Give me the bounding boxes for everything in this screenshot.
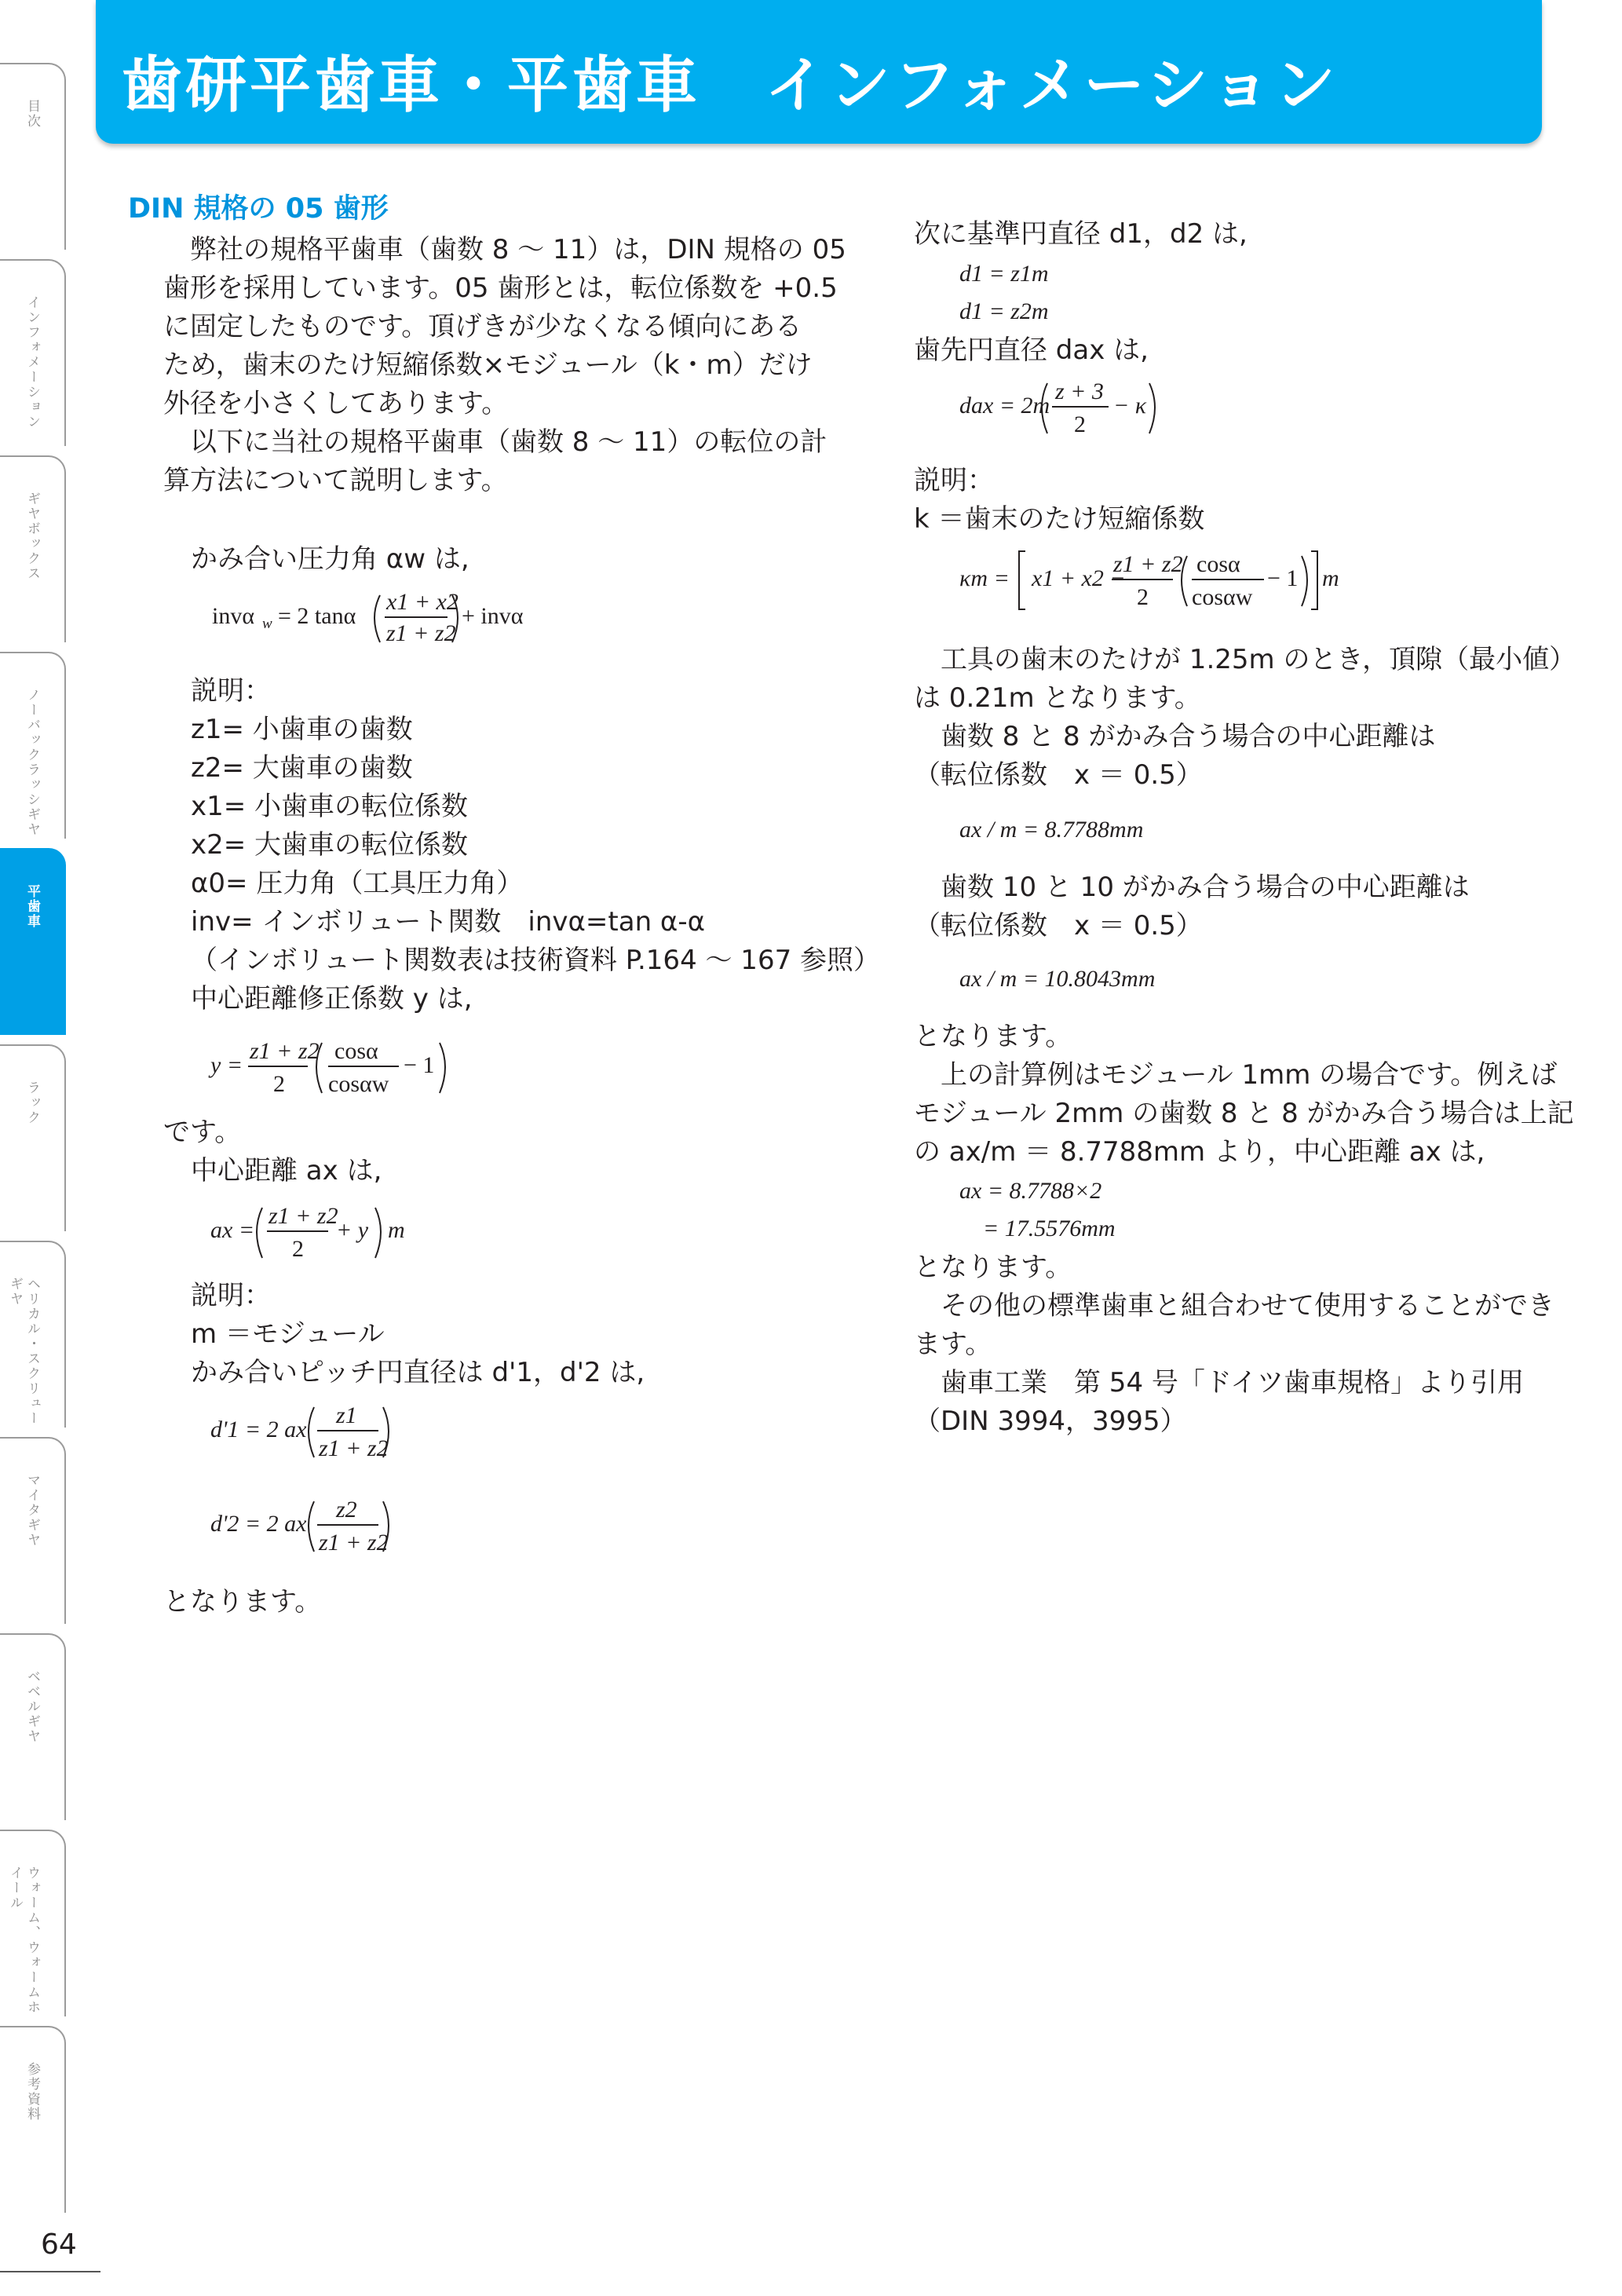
intro-line: 歯形を採用しています。05 歯形とは，転位係数を +0.5 [163, 272, 838, 304]
para2-line: 歯数 10 と 10 がかみ合う場合の中心距離は [914, 872, 1470, 903]
equation-pressure-angle [212, 579, 542, 658]
para3-line: となります。 [914, 1021, 1072, 1052]
eq-k-paren-right [1302, 556, 1307, 606]
eq-k-inner-den: cosαw [1192, 584, 1253, 610]
eq4-num: z1 [336, 1402, 357, 1428]
ref-eq-1: d1 = z1m [959, 261, 1049, 287]
eq-ax-8: ax / m = 8.7788mm [959, 817, 1144, 843]
side-tab-rack[interactable] [0, 1044, 66, 1231]
eq5-lhs: d'2 = 2 ax [210, 1511, 307, 1537]
para3-line: 上の計算例はモジュール 1mm の場合です。例えば [914, 1059, 1558, 1091]
intro-line: に固定したものです。頂げきが少なくなる傾向にある [163, 311, 802, 342]
para1-line: 工具の歯末のたけが 1.25m のとき，頂隙（最小値） [914, 644, 1576, 675]
para4-line: となります。 [914, 1252, 1072, 1283]
side-tab-reference[interactable] [0, 2026, 66, 2213]
eq1-lhs: invα [212, 603, 255, 629]
para4-line: その他の標準歯車と組合わせて使用することができ [914, 1290, 1554, 1322]
eq3-paren-left [257, 1208, 262, 1258]
center-distance-label: 中心距離 ax は, [191, 1155, 382, 1186]
side-tab-label: ウォーム、ウォームホイール [7, 1866, 40, 2015]
eq-tip-den: 2 [1074, 411, 1086, 437]
para1-line: は 0.21m となります。 [914, 682, 1201, 714]
para1-line: 歯数 8 と 8 がかみ合う場合の中心距離は [914, 721, 1436, 752]
equation-pitch-d1 [210, 1393, 415, 1472]
pitch-label: かみ合いピッチ円直径は d'1，d'2 は, [191, 1357, 645, 1388]
intro-line: 弊社の規格平歯車（歯数 8 ～ 11）は，DIN 規格の 05 [163, 234, 846, 265]
equation-y [210, 1029, 462, 1107]
equation-pitch-d2 [210, 1487, 415, 1566]
side-tab-no-backlash[interactable] [0, 652, 66, 839]
explain-item: z2= 大歯車の歯数 [191, 752, 413, 784]
para4-line: 歯車工業 第 54 号「ドイツ歯車規格」より引用 [914, 1367, 1525, 1398]
desu-text: です。 [163, 1117, 242, 1148]
eq1-mid: = 2 tanα [278, 603, 356, 629]
eq-tip-lhs: dax = 2m [959, 393, 1050, 419]
eq1-num: x1 + x2 [386, 589, 458, 615]
eq3-paren-right [375, 1208, 381, 1258]
eq4-paren-left [309, 1407, 314, 1457]
eq1-paren-left [374, 595, 380, 642]
eq3-tail: m [388, 1217, 405, 1243]
explain-item: （インボリュート関数表は技術資料 P.164 ～ 167 参照） [191, 945, 881, 976]
side-tab-label: ノーバックラッシギヤ [24, 688, 40, 837]
eq3-lhs: ax = [210, 1217, 255, 1243]
para3-line: モジュール 2mm の歯数 8 と 8 がかみ合う場合は上記 [914, 1098, 1574, 1129]
explain-label: 説明： [191, 675, 271, 707]
explain-item: x1= 小歯車の転位係数 [191, 791, 469, 822]
para3-line: の ax/m ＝ 8.7788mm より，中心距離 ax は, [914, 1136, 1485, 1168]
eq5-num: z2 [336, 1497, 357, 1523]
intro-line: 外径を小さくしてあります。 [163, 388, 509, 419]
eq5-paren-left [309, 1501, 314, 1552]
page-title: 歯研平歯車・平歯車 インフォメーション [121, 50, 1339, 121]
para4-line: （DIN 3994，3995） [914, 1406, 1187, 1437]
eq-tip-tail: − κ [1113, 393, 1147, 419]
pressure-angle-label: かみ合い圧力角 αw は, [191, 543, 469, 575]
eq4-den: z1 + z2 [319, 1435, 389, 1461]
para1-line: （転位係数 x ＝ 0.5） [914, 759, 1203, 791]
header-band [96, 0, 1542, 144]
eq-k-inner-num: cosα [1196, 551, 1240, 577]
equation-tip-diameter [959, 369, 1164, 448]
side-tab-label: 平歯車 [24, 884, 40, 929]
eq-tip-paren-right [1149, 383, 1155, 433]
page-number: 64 [41, 2228, 77, 2261]
equation-center-distance [210, 1194, 446, 1272]
eq-k-m: m [1322, 565, 1339, 591]
eq5-den: z1 + z2 [319, 1530, 389, 1556]
m-label: m ＝モジュール [191, 1318, 385, 1350]
eq-k-den: 2 [1137, 584, 1149, 610]
eq1-lhs-sub: w [262, 616, 272, 632]
eq-k-tail: − 1 [1267, 565, 1299, 591]
explain-item: inv= インボリュート関数 invα=tan α-α [191, 906, 706, 938]
eq-example-1: ax = 8.7788×2 [959, 1178, 1102, 1204]
intro-line: 以下に当社の規格平歯車（歯数 8 ～ 11）の転位の計 [163, 426, 827, 458]
eq2-num: z1 + z2 [250, 1038, 320, 1064]
side-tab-helical[interactable] [0, 1241, 66, 1428]
closing-text: となります。 [163, 1586, 322, 1618]
side-tab-gearbox[interactable] [0, 455, 66, 642]
side-tab-spur-gear[interactable] [0, 848, 66, 1035]
eq2-inner-num: cosα [334, 1038, 378, 1064]
eq-k-lhs: κm = [959, 565, 1010, 591]
explain-item: x2= 大歯車の転位係数 [191, 829, 469, 861]
side-tab-label: インフォメーション [24, 295, 40, 430]
explain-item: α0= 圧力角（工具圧力角） [191, 868, 524, 899]
intro-line: 算方法について説明します。 [163, 465, 508, 496]
eq1-tail: + invα [462, 603, 524, 629]
tip-diameter-label: 歯先円直径 dax は, [914, 335, 1149, 366]
equation-k [959, 542, 1352, 620]
explain2-label: 説明： [191, 1280, 271, 1311]
eq3-mid: + y [336, 1217, 369, 1243]
eq2-lhs: y = [210, 1052, 243, 1078]
intro-line: ため，歯末のたけ短縮係数×モジュール（k・m）だけ [163, 349, 813, 381]
explain-item: z1= 小歯車の歯数 [191, 714, 413, 745]
eq4-lhs: d'1 = 2 ax [210, 1417, 307, 1442]
side-tab-label: 参考資料 [24, 2062, 40, 2122]
eq-ax-10: ax / m = 10.8043mm [959, 966, 1156, 992]
eq-k-bracket-left [1019, 551, 1025, 609]
eq-k-num: z1 + z2 [1113, 551, 1183, 577]
eq2-paren-right [440, 1043, 445, 1093]
ref-diameter-label: 次に基準円直径 d1，d2 は, [914, 218, 1248, 250]
para4-line: ます。 [914, 1329, 992, 1360]
eq3-den: 2 [292, 1236, 304, 1262]
eq-example-2: = 17.5576mm [983, 1216, 1116, 1241]
page-number-rule [0, 2271, 100, 2272]
eq2-den: 2 [273, 1071, 285, 1097]
side-tab-label: マイタギヤ [24, 1473, 40, 1548]
para2-line: （転位係数 x ＝ 0.5） [914, 910, 1203, 941]
ref-eq-2: d1 = z2m [959, 298, 1049, 324]
eq-k-a: x1 + x2 − [1032, 565, 1126, 591]
side-tab-contents[interactable] [0, 63, 66, 250]
eq2-inner-den: cosαw [328, 1071, 389, 1097]
side-tab-bevel[interactable] [0, 1633, 66, 1820]
eq-tip-num: z + 3 [1055, 378, 1104, 404]
side-tab-label: ラック [24, 1080, 40, 1125]
eq3-num: z1 + z2 [269, 1203, 338, 1229]
side-tab-miter[interactable] [0, 1437, 66, 1624]
explain-label-right: 説明： [914, 465, 994, 496]
eq1-den: z1 + z2 [386, 620, 456, 646]
k-label: k ＝歯末のたけ短縮係数 [914, 503, 1205, 535]
side-tab-label: ベベルギヤ [24, 1669, 40, 1744]
side-tab-label: ギヤボックス [24, 492, 40, 581]
side-tab-information[interactable] [0, 259, 66, 446]
section-heading: DIN 規格の 05 歯形 [128, 193, 389, 225]
side-tab-label: 目次 [24, 99, 40, 129]
eq-k-bracket-right [1311, 551, 1317, 609]
explain-item: 中心距離修正係数 y は, [191, 983, 473, 1015]
side-tab-label: ヘリカル・スクリューギヤ [7, 1277, 40, 1426]
side-tab-worm[interactable] [0, 1830, 66, 2016]
eq2-tail: − 1 [404, 1052, 435, 1078]
